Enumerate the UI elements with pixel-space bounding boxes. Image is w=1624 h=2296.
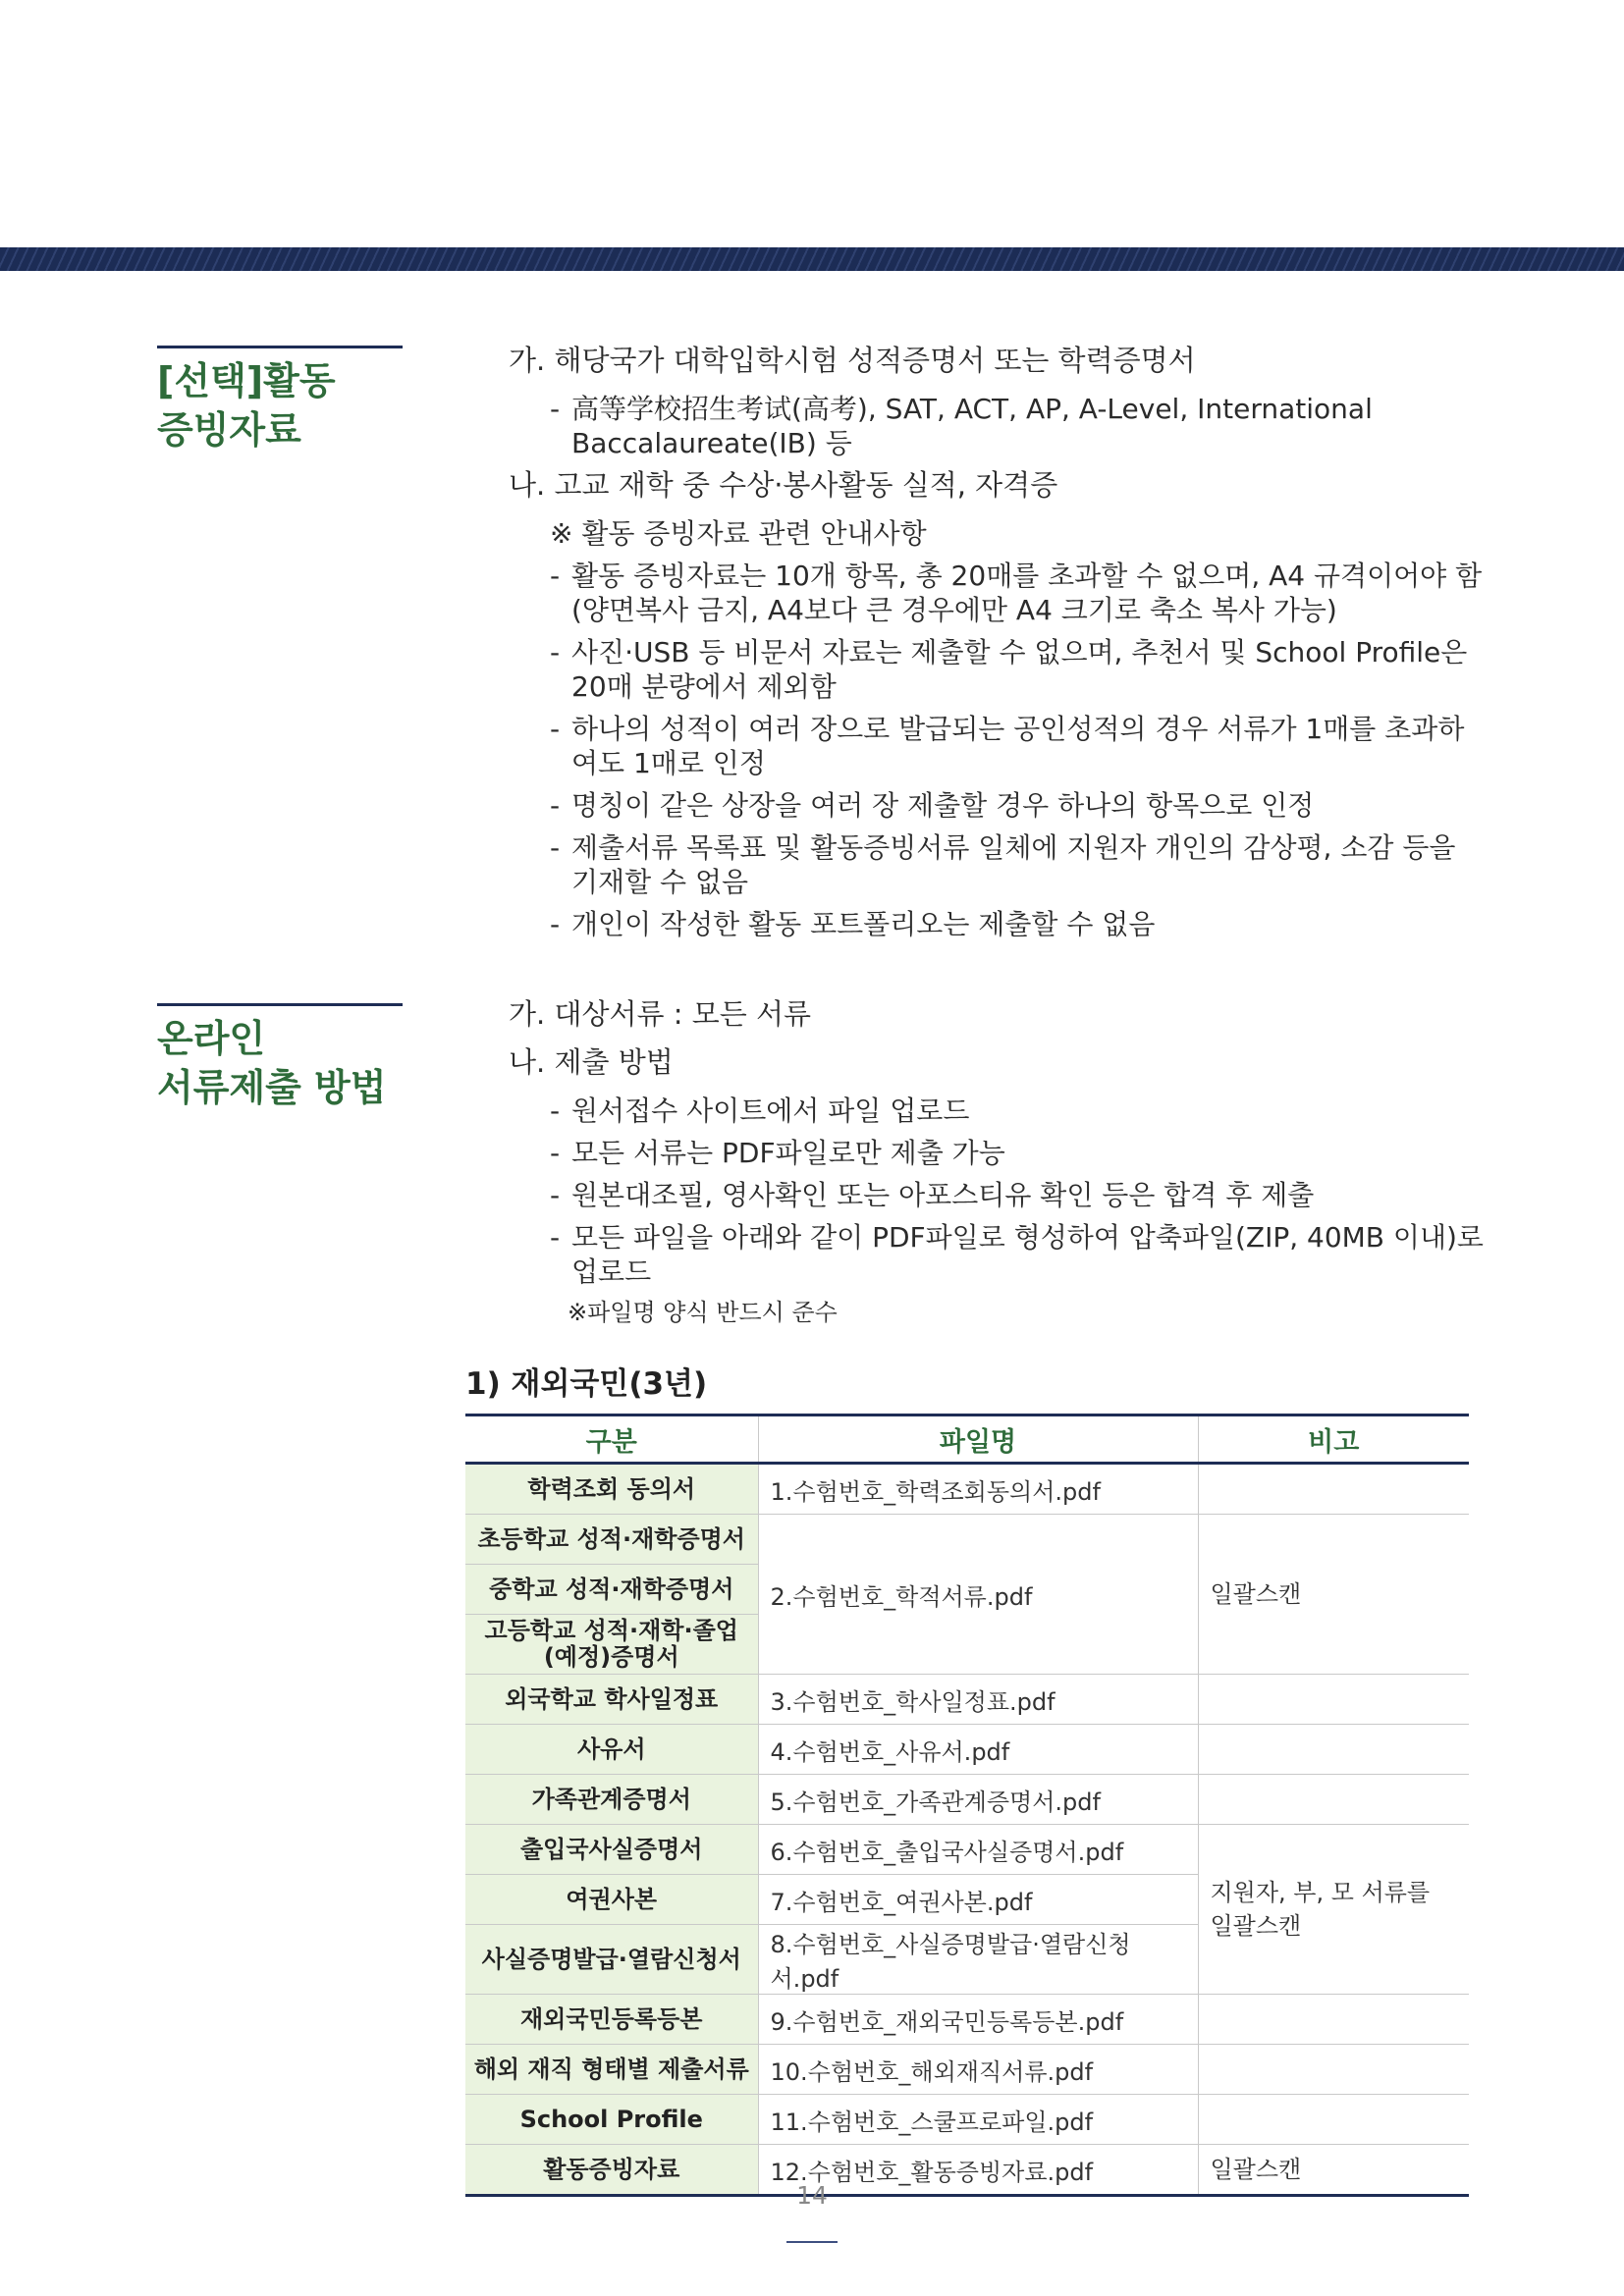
sub-item: - 활동 증빙자료는 10개 항목, 총 20매를 초과할 수 없으며, A4 규격이어야 함 (양면복사 금지, A4보다 큰 경우에만 A4 크기로 축소 복사 가능) <box>550 560 1483 626</box>
list-item: 나. 제출 방법 <box>509 1045 674 1079</box>
section-body-online-submission <box>509 997 1490 1328</box>
category-cell: 가족관계증명서 <box>465 1775 758 1825</box>
remark-cell <box>1198 1675 1469 1725</box>
table-row <box>465 1515 1469 1565</box>
list-item: 나. 고교 재학 중 수상·봉사활동 실적, 자격증 <box>509 468 1058 502</box>
section-body-activity-evidence <box>509 344 1490 949</box>
dash-bullet: - <box>550 713 561 745</box>
sub-item: - 명칭이 같은 상장을 여러 장 제출할 경우 하나의 항목으로 인정 <box>550 789 1315 822</box>
dash-bullet: - <box>550 560 561 592</box>
table-row <box>465 1825 1469 1875</box>
dash-bullet: - <box>550 1137 561 1169</box>
filename-cell: 8.수험번호_사실증명발급·열람신청서.pdf <box>758 1925 1198 1995</box>
header-band <box>0 247 1624 271</box>
header-filename: 파일명 <box>758 1415 1198 1464</box>
section-heading <box>157 346 403 454</box>
remark-cell <box>1198 1725 1469 1775</box>
remark-cell <box>1198 1464 1469 1515</box>
filename-cell: 7.수험번호_여권사본.pdf <box>758 1875 1198 1925</box>
remark-cell <box>1198 2045 1469 2095</box>
page-number: 14 <box>796 2181 828 2210</box>
file-naming-table <box>465 1414 1469 2197</box>
remark-cell <box>1198 2095 1469 2145</box>
dash-bullet: - <box>550 789 561 822</box>
sub-item: - 원본대조필, 영사확인 또는 아포스티유 확인 등은 합격 후 제출 <box>550 1179 1315 1211</box>
remark-cell: 지원자, 부, 모 서류를 일괄스캔 <box>1198 1825 1469 1995</box>
filename-cell: 11.수험번호_스쿨프로파일.pdf <box>758 2095 1198 2145</box>
dash-bullet: - <box>550 1221 561 1254</box>
section-title-online-submission: 온라인 서류제출 방법 <box>157 1017 387 1109</box>
filename-cell: 1.수험번호_학력조회동의서.pdf <box>758 1464 1198 1515</box>
header-remark: 비고 <box>1198 1415 1469 1464</box>
table-row <box>465 2145 1469 2196</box>
category-cell: 학력조회 동의서 <box>465 1464 758 1515</box>
guidance-note: ※ 활동 증빙자료 관련 안내사항 <box>550 517 927 550</box>
category-cell: 출입국사실증명서 <box>465 1825 758 1875</box>
sub-item: - 高等学校招生考试(高考), SAT, ACT, AP, A-Level, International Baccalaureate(IB) 등 <box>550 393 1373 459</box>
filename-cell: 12.수험번호_활동증빙자료.pdf <box>758 2145 1198 2196</box>
header-category: 구분 <box>465 1415 758 1464</box>
category-cell: School Profile <box>465 2095 758 2145</box>
table-row <box>465 2095 1469 2145</box>
remark-cell: 일괄스캔 <box>1198 1515 1469 1675</box>
sub-item: - 모든 서류는 PDF파일로만 제출 가능 <box>550 1137 1005 1169</box>
filename-cell: 4.수험번호_사유서.pdf <box>758 1725 1198 1775</box>
sub-item: - 원서접수 사이트에서 파일 업로드 <box>550 1095 970 1127</box>
list-item: 가. 대상서류 : 모든 서류 <box>509 997 811 1031</box>
dash-bullet: - <box>550 831 561 864</box>
sub-item: - 하나의 성적이 여러 장으로 발급되는 공인성적의 경우 서류가 1매를 초과하여도 1매로 인정 <box>550 713 1465 779</box>
category-cell: 재외국민등록등본 <box>465 1995 758 2045</box>
table-header-row <box>465 1415 1469 1464</box>
table-row <box>465 1775 1469 1825</box>
table-row <box>465 1725 1469 1775</box>
remark-cell <box>1198 1775 1469 1825</box>
filename-format-note: ※파일명 양식 반드시 준수 <box>568 1299 838 1326</box>
page-number-underline <box>786 2241 838 2243</box>
filename-cell: 6.수험번호_출입국사실증명서.pdf <box>758 1825 1198 1875</box>
category-cell: 사유서 <box>465 1725 758 1775</box>
category-cell: 중학교 성적·재학증명서 <box>465 1565 758 1615</box>
filename-cell: 9.수험번호_재외국민등록등본.pdf <box>758 1995 1198 2045</box>
category-cell: 해외 재직 형태별 제출서류 <box>465 2045 758 2095</box>
category-cell: 사실증명발급·열람신청서 <box>465 1925 758 1995</box>
sub-item: - 제출서류 목록표 및 활동증빙서류 일체에 지원자 개인의 감상평, 소감 등을 기재할 수 없음 <box>550 831 1456 898</box>
dash-bullet: - <box>550 1179 561 1211</box>
table-title: 1) 재외국민(3년) <box>465 1366 708 1402</box>
dash-bullet: - <box>550 1095 561 1127</box>
table-row <box>465 1995 1469 2045</box>
list-item: 가. 해당국가 대학입학시험 성적증명서 또는 학력증명서 <box>509 344 1196 377</box>
category-cell: 활동증빙자료 <box>465 2145 758 2196</box>
category-cell: 초등학교 성적·재학증명서 <box>465 1515 758 1565</box>
sub-item: - 개인이 작성한 활동 포트폴리오는 제출할 수 없음 <box>550 908 1156 940</box>
dash-bullet: - <box>550 393 561 425</box>
filename-cell: 10.수험번호_해외재직서류.pdf <box>758 2045 1198 2095</box>
remark-cell: 일괄스캔 <box>1198 2145 1469 2196</box>
filename-cell: 5.수험번호_가족관계증명서.pdf <box>758 1775 1198 1825</box>
dash-bullet: - <box>550 908 561 940</box>
remark-cell <box>1198 1995 1469 2045</box>
section-heading <box>157 1003 403 1112</box>
sub-item: - 사진·USB 등 비문서 자료는 제출할 수 없으며, 추천서 및 School Profile은 20매 분량에서 제외함 <box>550 636 1468 703</box>
category-cell: 고등학교 성적·재학·졸업(예정)증명서 <box>465 1615 758 1675</box>
category-cell: 여권사본 <box>465 1875 758 1925</box>
table-row <box>465 1675 1469 1725</box>
category-cell: 외국학교 학사일정표 <box>465 1675 758 1725</box>
table-row <box>465 1464 1469 1515</box>
dash-bullet: - <box>550 636 561 668</box>
filename-cell: 2.수험번호_학적서류.pdf <box>758 1515 1198 1675</box>
sub-item: - 모든 파일을 아래와 같이 PDF파일로 형성하여 압축파일(ZIP, 40MB 이내)로 업로드 <box>550 1221 1484 1288</box>
table-row <box>465 2045 1469 2095</box>
filename-cell: 3.수험번호_학사일정표.pdf <box>758 1675 1198 1725</box>
section-title-activity-evidence: [선택]활동 증빙자료 <box>157 359 336 452</box>
